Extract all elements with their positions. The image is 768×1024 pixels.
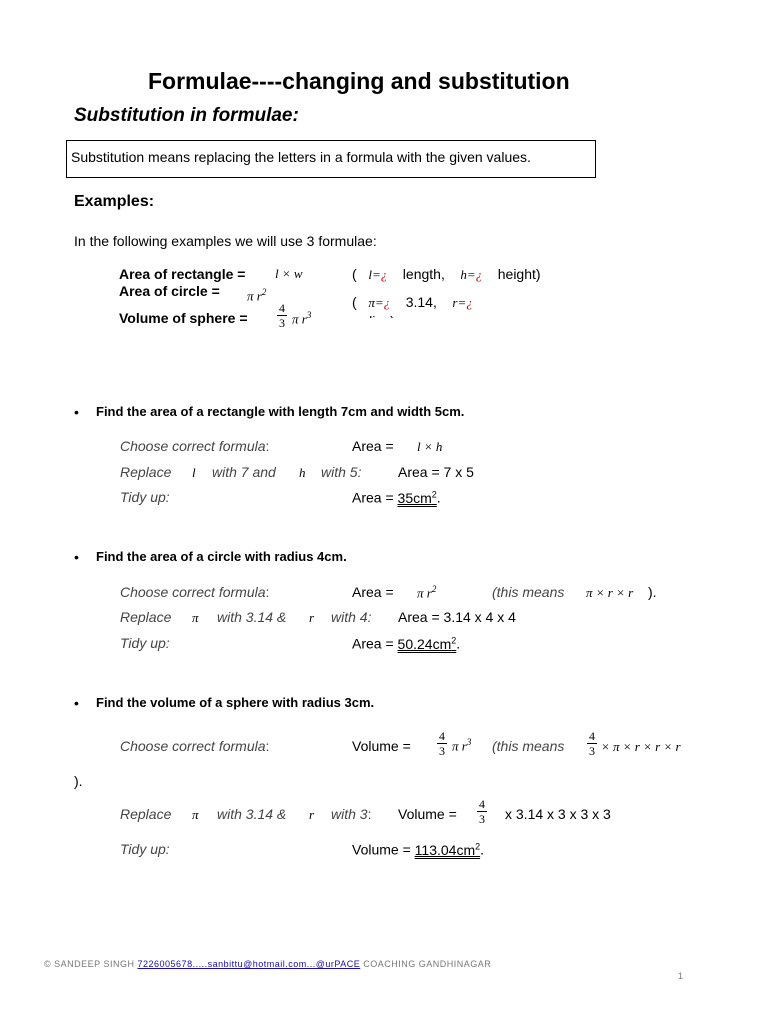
q2-area-eq: Area = [352, 584, 394, 600]
definition-box [66, 140, 596, 178]
q1-with-5: with 5: [321, 464, 362, 480]
q1-replace-h: h [299, 465, 306, 480]
note-circle: ( π=¿ 3.14, r=¿ [352, 294, 473, 310]
bullet-2: • [74, 549, 79, 565]
q3-volume-expr: π $r^3$ [452, 737, 472, 754]
q2-tidy-result: Area = $50.24cm^2$. [352, 635, 461, 652]
intro-text: In the following examples we will use 3 formulae: [74, 233, 377, 249]
q3-this-means: (this means [492, 738, 565, 754]
q1-area-expr: l × h [417, 439, 443, 454]
q1-choose-label: Choose correct formula: [120, 438, 270, 454]
q1-area-eq: Area = [352, 438, 394, 454]
q3-close: ). [74, 773, 83, 789]
q3-means-fraction: $\frac{4}{3}$ [589, 729, 595, 758]
rect-formula-label: Area of rectangle = [119, 266, 246, 282]
q3-replace-fraction: $\frac{4}{3}$ [479, 797, 485, 826]
bullet-3: • [74, 695, 79, 711]
q1-tidy-label: Tidy up: [120, 489, 170, 505]
q3-volume-eq: Volume = [352, 738, 411, 754]
section-subtitle: Substitution in formulae: [74, 105, 299, 126]
q2-with-314: with 3.14 & [217, 609, 287, 625]
sphere-formula-expr: π $r^3$ [292, 310, 312, 327]
q3-tidy-result: Volume = $113.04cm^2$. [352, 841, 485, 858]
q3-tidy-label: Tidy up: [120, 841, 170, 857]
sphere-formula-label: Volume of sphere = [119, 310, 248, 326]
q3-choose-label: Choose correct formula: [120, 738, 270, 754]
q1-tidy-result: Area = $35cm^2$. [352, 489, 441, 506]
footer: © SANDEEP SINGH 7226005678.....sanbittu@hotmail.com...@urPACE COACHING GANDHINAGAR [44, 959, 492, 969]
q1-question: Find the area of a rectangle with length 7cm and width 5cm. [96, 404, 465, 419]
q1-replace-l: l [192, 465, 196, 480]
q3-replace-pi: π [192, 807, 199, 822]
circle-formula-expr: π $r^2$ [247, 287, 267, 304]
q3-with-314: with 3.14 & [217, 806, 287, 822]
q3-replace-result: x 3.14 x 3 x 3 x 3 [505, 806, 611, 822]
q2-means-expr: π × r × r [586, 585, 634, 600]
q2-area-expr: π $r^2$ [417, 584, 437, 601]
q1-with-7: with 7 and [212, 464, 276, 480]
q2-replace-r: r [309, 610, 315, 625]
q3-replace-label: Replace [120, 806, 172, 822]
q2-this-means: (this means [492, 584, 565, 600]
page-title: Formulae----changing and substitution [148, 68, 570, 94]
circle-formula-label: Area of circle = [119, 283, 220, 299]
q3-means-expr: × π × r × r × r [601, 739, 681, 754]
sphere-fraction: $\frac{4}{3}$ [279, 301, 285, 330]
q2-with-4: with 4: [331, 609, 372, 625]
q2-question: Find the area of a circle with radius 4cm. [96, 549, 347, 564]
q1-replace-label: Replace [120, 464, 172, 480]
page-number: 1 [678, 971, 684, 981]
q3-replace-r: r [309, 807, 315, 822]
rect-formula-expr: l × w [275, 266, 303, 281]
q3-fraction: $\frac{4}{3}$ [439, 729, 445, 758]
examples-heading: Examples: [74, 193, 155, 210]
definition-text: Substitution means replacing the letters in a formula with the given values. [71, 149, 531, 165]
q2-choose-label: Choose correct formula: [120, 584, 270, 600]
q3-with-3: with 3: [331, 806, 372, 822]
footer-contact-link[interactable]: 7226005678.....sanbittu@hotmail.com...@urPACE [137, 959, 361, 969]
q3-question: Find the volume of a sphere with radius 3cm. [96, 695, 375, 710]
q2-replace-pi: π [192, 610, 199, 625]
q2-replace-label: Replace [120, 609, 172, 625]
q2-tidy-label: Tidy up: [120, 635, 170, 651]
q1-replace-result: Area = 7 x 5 [398, 464, 474, 480]
bullet-1: • [74, 404, 79, 420]
q2-replace-result: Area = 3.14 x 4 x 4 [398, 609, 516, 625]
q3-replace-pre: Volume = [398, 806, 457, 822]
note-rect: ( l=¿ length, h=¿ height) [352, 266, 541, 282]
q2-close: ). [648, 584, 657, 600]
note-mask [348, 318, 408, 330]
